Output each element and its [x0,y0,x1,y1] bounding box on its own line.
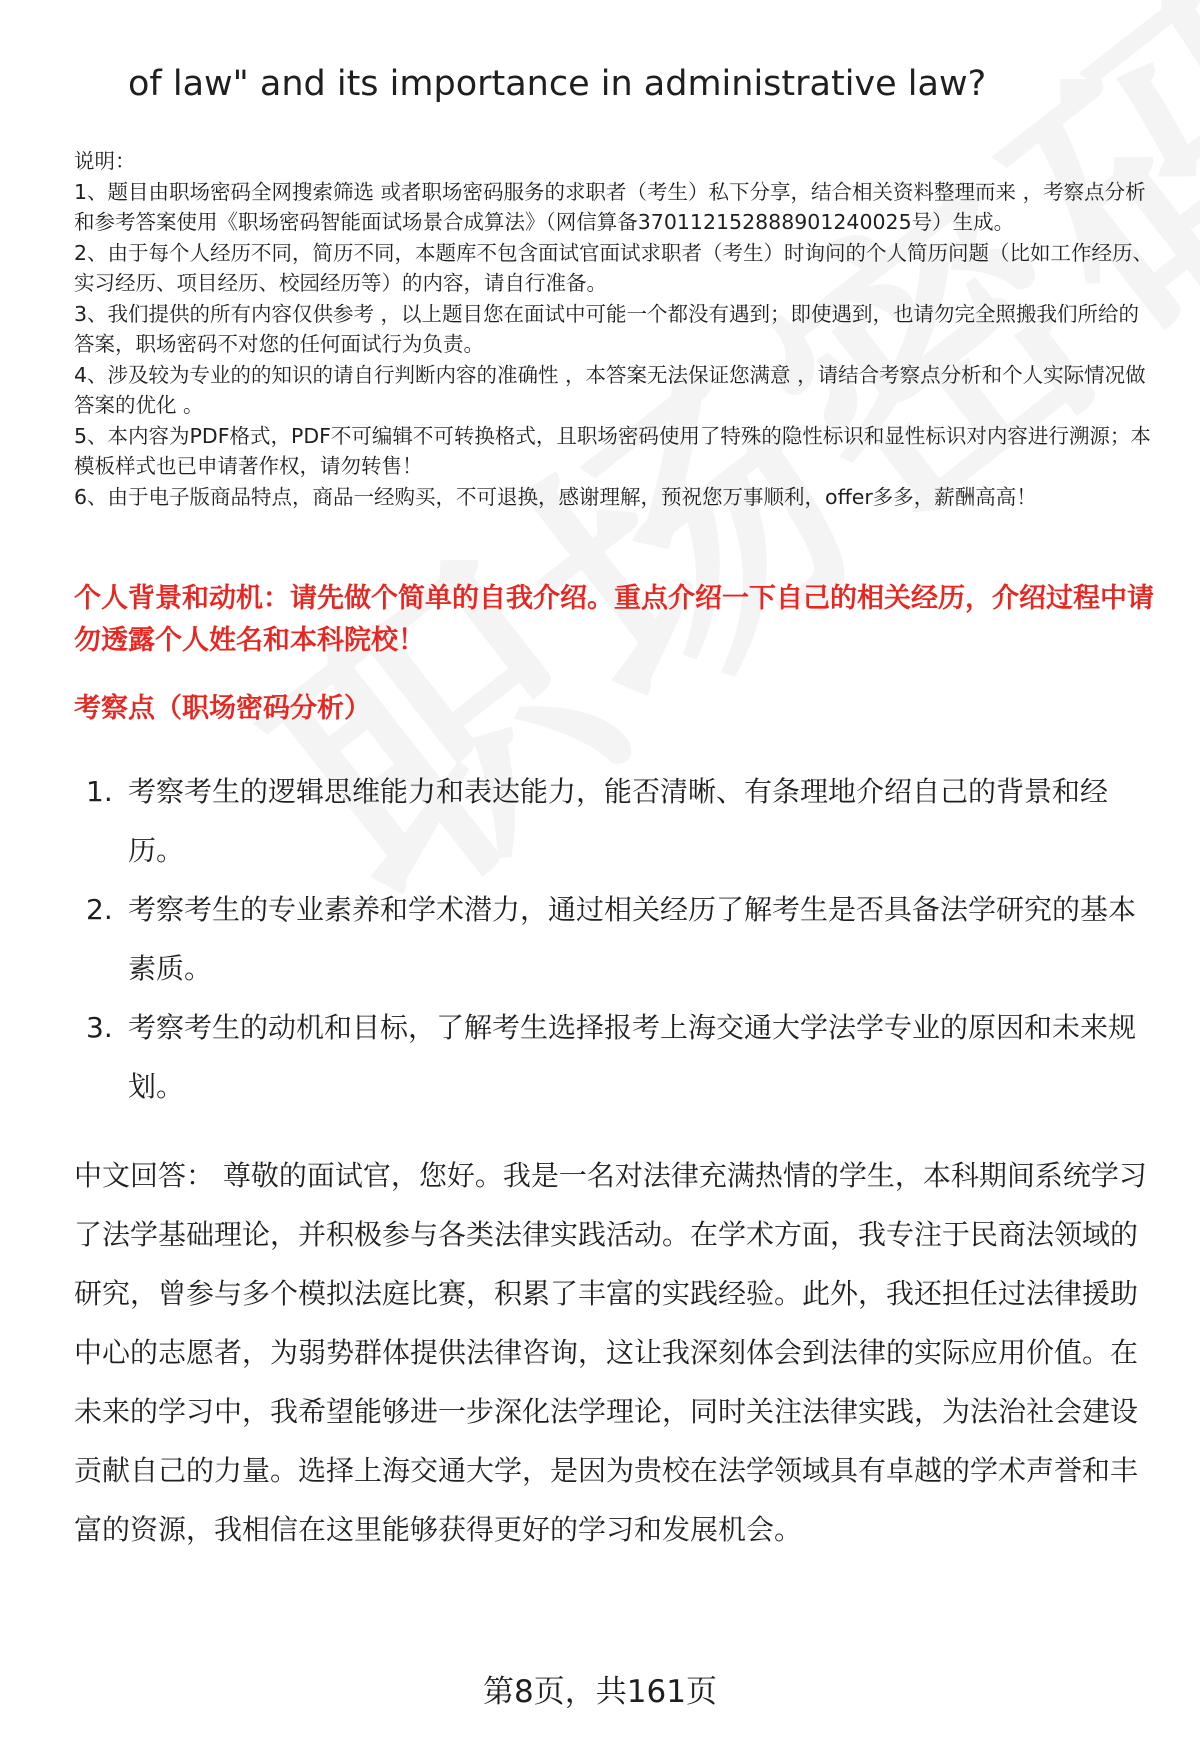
list-item-text: 考察考生的动机和目标，了解考生选择报考上海交通大学法学专业的原因和未来规划。 [128,1011,1137,1103]
list-number: 1. [86,775,113,808]
notes-title: 说明： [74,149,136,173]
notes-item: 2、由于每个人经历不同，简历不同，本题库不包含面试官面试求职者（考生）时询问的个人简历问题（比如工作经历、实习经历、项目经历、校园经历等）的内容，请自行准备。 [74,240,1154,295]
list-item [74,762,1154,880]
list-item [74,880,1154,998]
notes-item: 1、题目由职场密码全网搜索筛选 或者职场密码服务的求职者（考生）私下分享，结合相关资料整理而来 ，考察点分析和参考答案使用《职场密码智能面试场景合成算法》（网信算备370112152888901240025号）生成。 [74,179,1146,234]
list-item-text: 考察考生的专业素养和学术潜力，通过相关经历了解考生是否具备法学研究的基本素质。 [128,893,1137,985]
analysis-heading: 考察点（职场密码分析） [74,693,371,724]
notes-item: 5、本内容为PDF格式，PDF不可编辑不可转换格式，且职场密码使用了特殊的隐性标识和显性标识对内容进行溯源；本模板样式也已申请著作权，请勿转售！ [74,423,1151,478]
notes-item: 4、涉及较为专业的的知识的请自行判断内容的准确性 ，本答案无法保证您满意 ，请结合考察点分析和个人实际情况做答案的优化 。 [74,362,1146,417]
notes-item: 3、我们提供的所有内容仅供参考 ，以上题目您在面试中可能一个都没有遇到；即使遇到，也请勿完全照搬我们所给的答案，职场密码不对您的任何面试行为负责。 [74,301,1140,356]
analysis-points [74,762,1154,1116]
list-number: 2. [86,893,113,926]
question-heading: 个人背景和动机：请先做个简单的自我介绍。重点介绍一下自己的相关经历，介绍过程中请勿透露个人姓名和本科院校！ [74,583,1154,656]
list-number: 3. [86,1011,113,1044]
notes-item: 6、由于电子版商品特点，商品一经购买，不可退换，感谢理解，预祝您万事顺利，offer多多，薪酬高高！ [74,484,1037,509]
page-number: 第8页，共161页 [483,1674,717,1710]
answer-paragraph: 中文回答： 尊敬的面试官，您好。我是一名对法律充满热情的学生，本科期间系统学习了法学基础理论，并积极参与各类法律实践活动。在学术方面，我专注于民商法领域的研究，曾参与多个模拟法庭比赛，积累了丰富的实践经验。此外，我还担任过法律援助中心的志愿者，为弱势群体提供法律咨询，这让我深刻体会到法律的实际应用价值。在未来的学习中，我希望能够进一步深化法学理论，同时关注法律实践，为法治社会建设贡献自己的力量。选择上海交通大学，是因为贵校在法学领域具有卓越的学术声誉和丰富的资源，我相信在这里能够获得更好的学习和发展机会。 [74,1159,1147,1546]
list-item [74,998,1154,1116]
notes-section [74,146,1154,512]
question-tail: of law" and its importance in administrative law? [128,64,987,104]
list-item-text: 考察考生的逻辑思维能力和表达能力，能否清晰、有条理地介绍自己的背景和经历。 [128,775,1109,867]
